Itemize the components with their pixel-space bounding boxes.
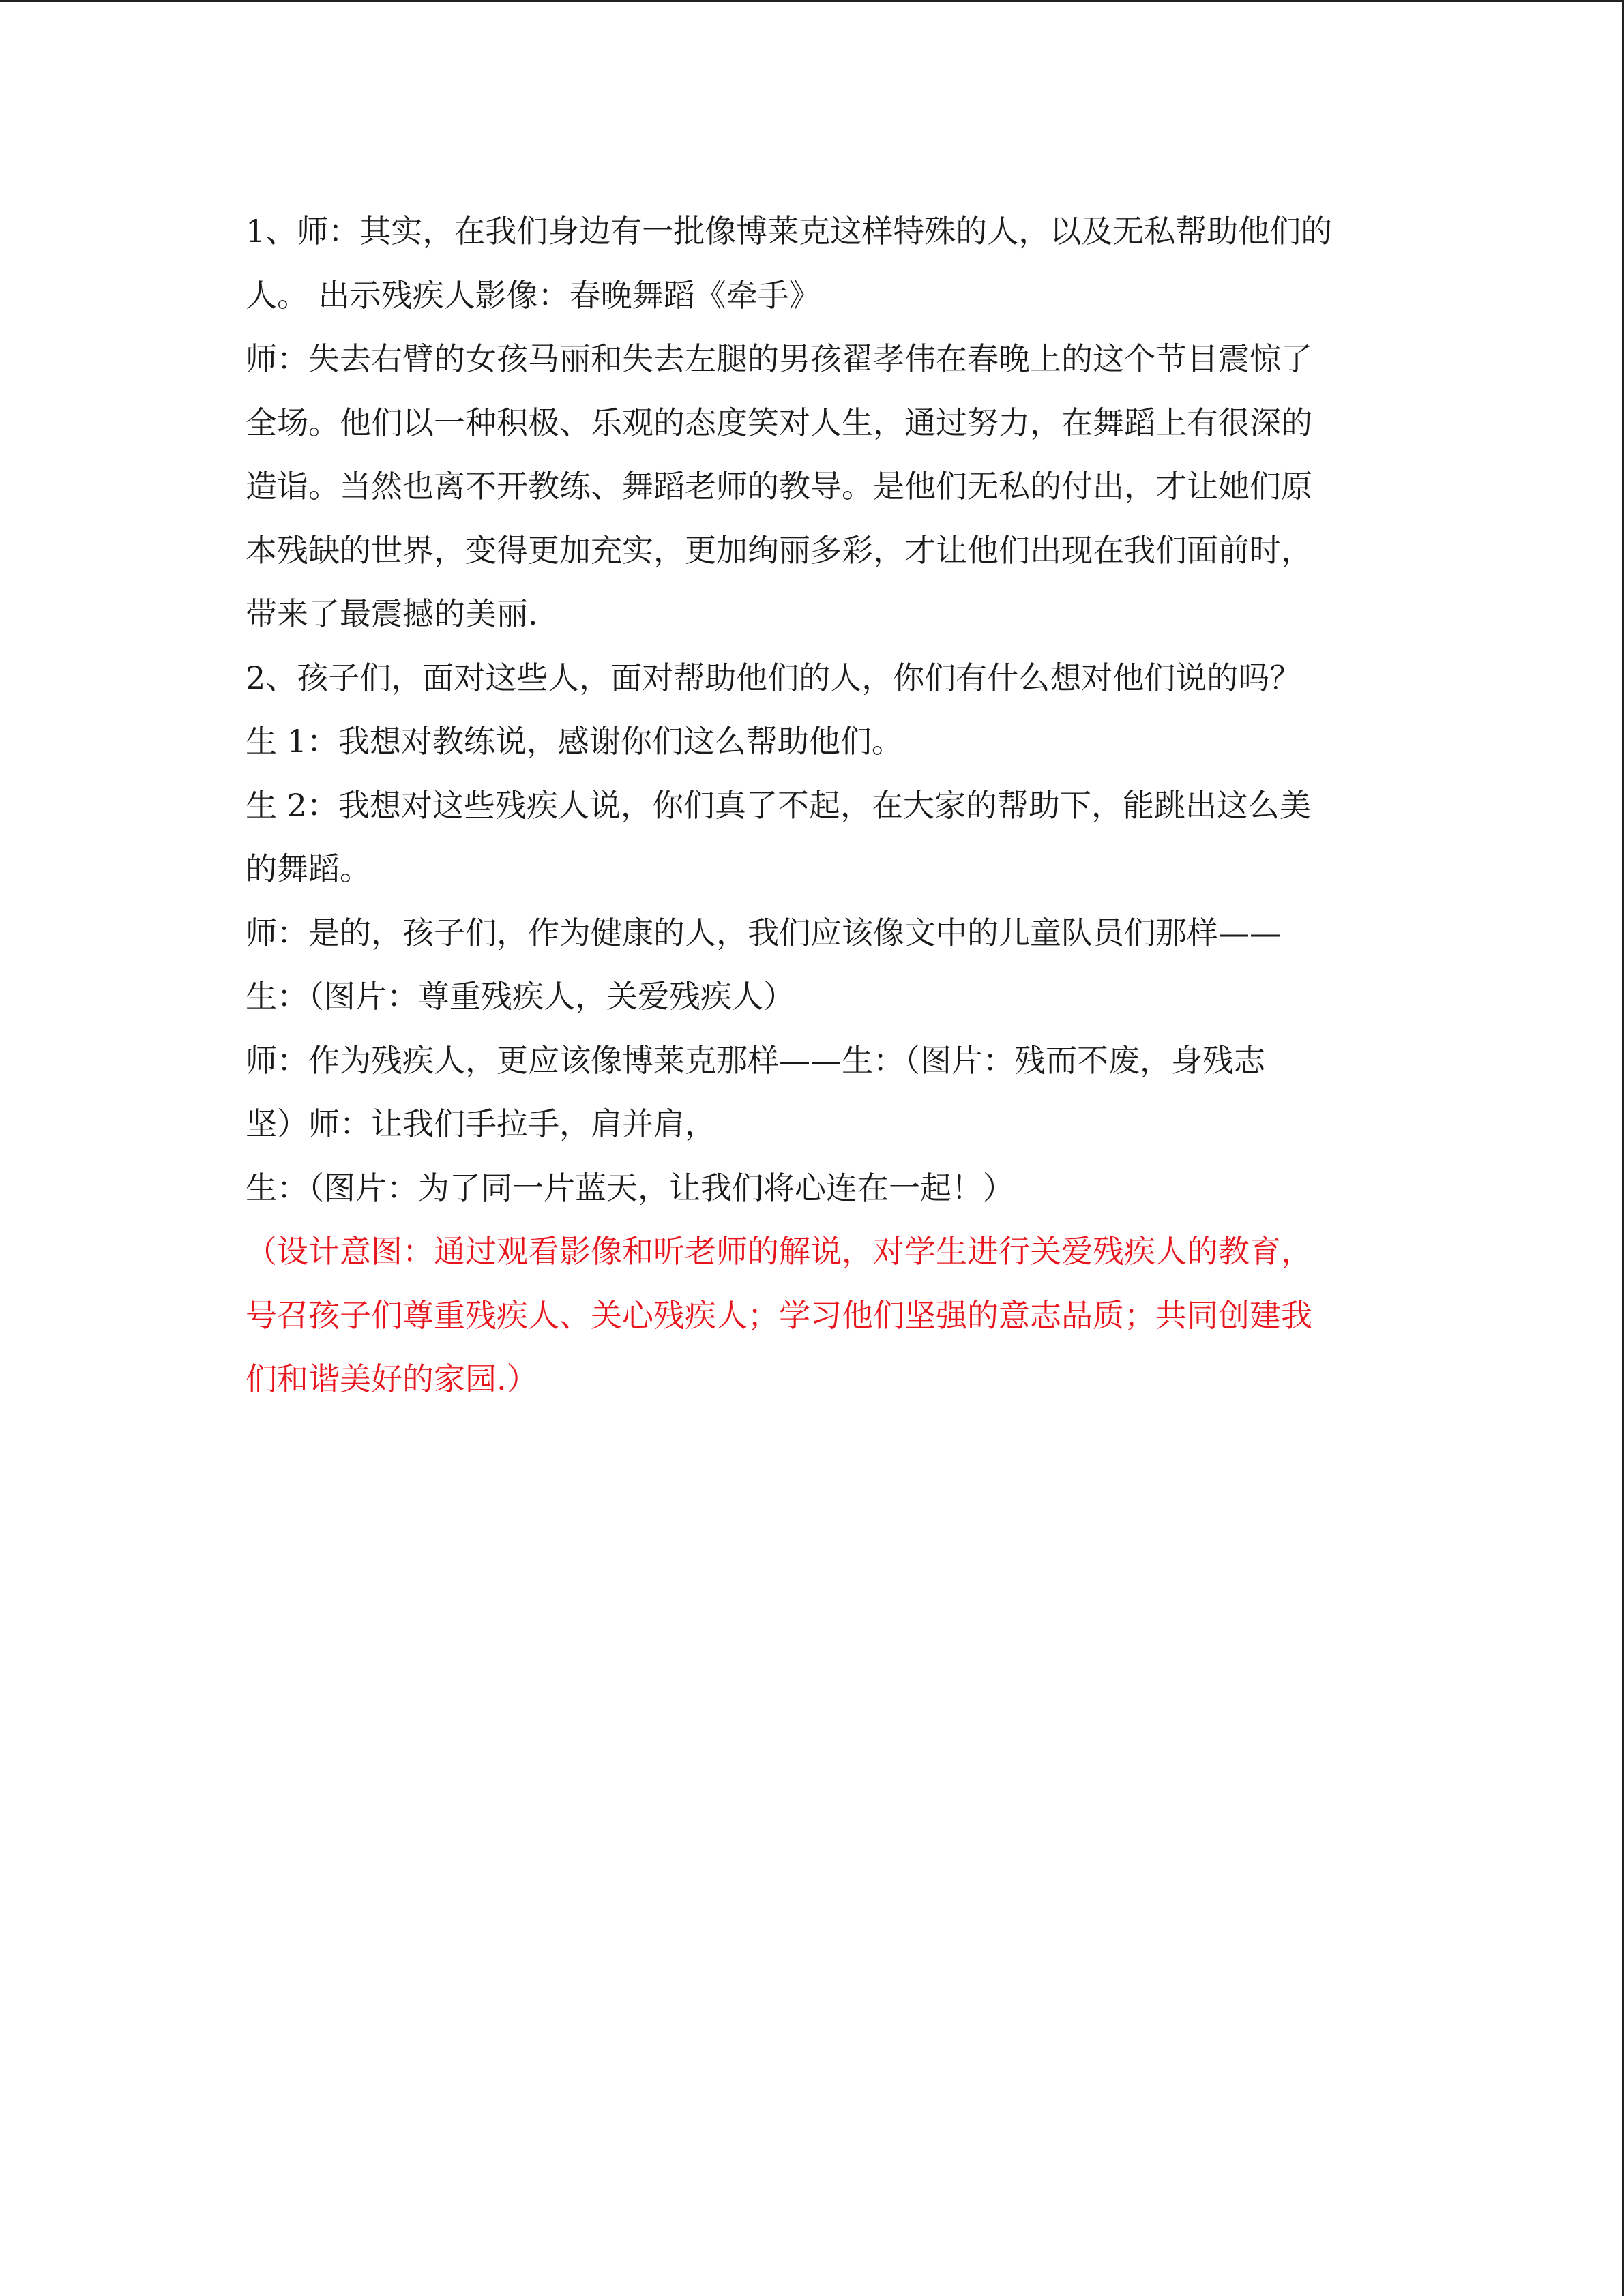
text-line: 生 1：我想对教练说，感谢你们这么帮助他们。 [246,723,903,760]
design-intent-line: 号召孩子们尊重残疾人、关心残疾人；学习他们坚强的意志品质；共同创建我 [246,1296,1312,1334]
design-intent-line: 们和谐美好的家园.） [246,1360,538,1397]
text-line: 师：失去右臂的女孩马丽和失去左腿的男孩翟孝伟在春晚上的这个节目震惊了 [246,340,1312,377]
paragraph-2 [246,327,1391,646]
paragraph-9 [246,1157,1391,1221]
text-line: 2、孩子们，面对这些人，面对帮助他们的人，你们有什么想对他们说的吗？ [246,659,1301,696]
text-line: 带来了最震撼的美丽. [246,595,538,632]
paragraph-6 [246,901,1391,966]
text-line: 生 2：我想对这些残疾人说，你们真了不起，在大家的帮助下，能跳出这么美 [246,786,1311,824]
text-line: 生：（图片：为了同一片蓝天，让我们将心连在一起！） [246,1169,1014,1206]
paragraph-8 [246,1029,1391,1157]
text-line: 造诣。当然也离不开教练、舞蹈老师的教导。是他们无私的付出，才让她们原 [246,468,1312,505]
text-line: 坚）师：让我们手拉手，肩并肩， [246,1105,716,1142]
document-body [246,200,1391,1412]
text-line: 人。 出示残疾人影像：春晚舞蹈《牵手》 [246,276,821,314]
text-line: 生：（图片：尊重残疾人，关爱残疾人） [246,978,795,1015]
text-line: 1、师：其实，在我们身边有一批像博莱克这样特殊的人，以及无私帮助他们的 [246,213,1333,250]
paragraph-7 [246,965,1391,1029]
text-line: 全场。他们以一种积极、乐观的态度笑对人生，通过努力，在舞蹈上有很深的 [246,404,1312,441]
text-line: 师：是的，孩子们，作为健康的人，我们应该像文中的儿童队员们那样—— [246,914,1281,951]
paragraph-4 [246,710,1391,774]
design-intent-line: （设计意图：通过观看影像和听老师的解说，对学生进行关爱残疾人的教育， [246,1233,1312,1270]
paragraph-3 [246,646,1391,711]
text-line: 本残缺的世界，变得更加充实，更加绚丽多彩，才让他们出现在我们面前时， [246,531,1312,569]
text-line: 师：作为残疾人，更应该像博莱克那样——生：（图片：残而不废，身残志 [246,1041,1265,1079]
design-intent-note [246,1220,1391,1412]
text-line: 的舞蹈。 [246,850,371,887]
paragraph-1 [246,200,1391,327]
paragraph-5 [246,774,1391,901]
